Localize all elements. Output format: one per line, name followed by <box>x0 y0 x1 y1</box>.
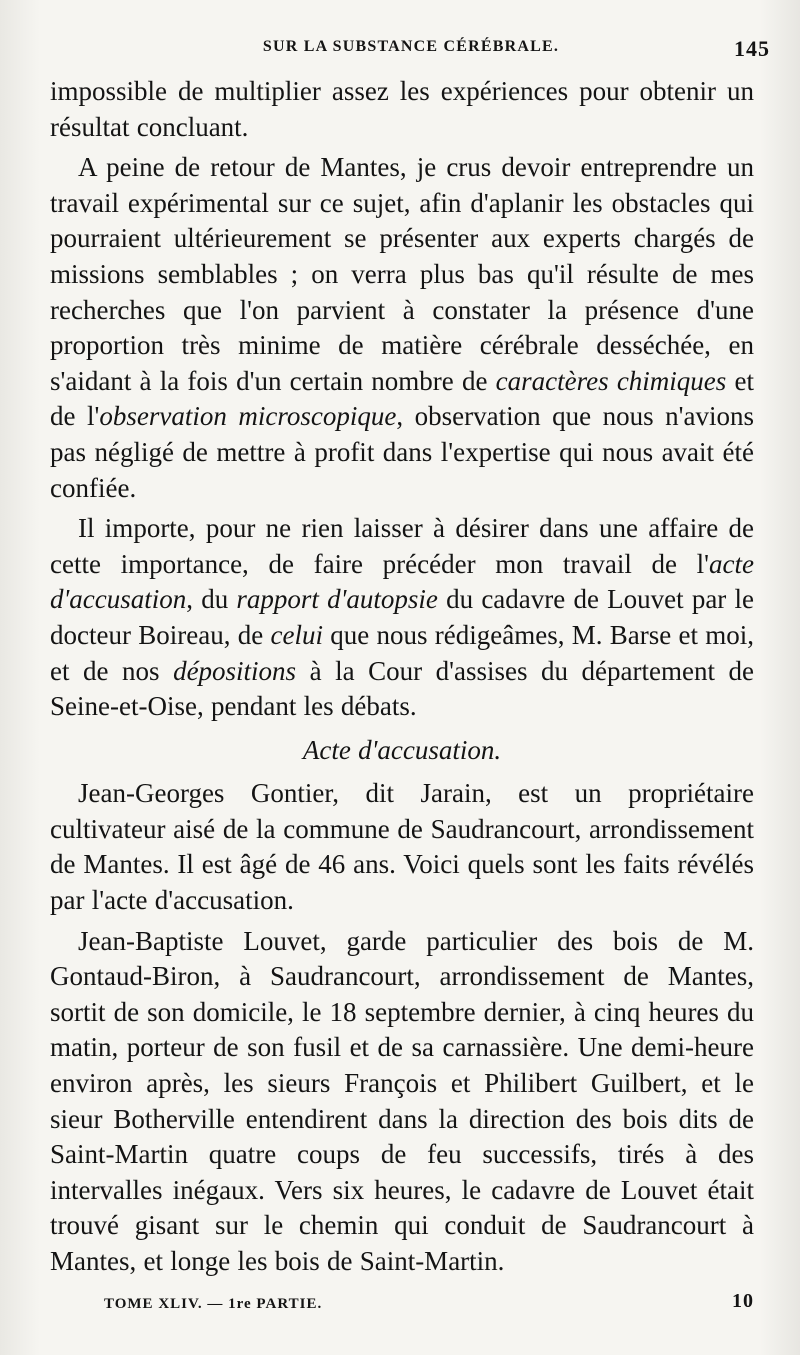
text-run: que nous rédigeâmes, M. Barse et moi, et de nos <box>50 619 754 686</box>
running-head: SUR LA SUBSTANCE CÉRÉBRALE. <box>262 38 560 55</box>
page-footer <box>104 1292 754 1318</box>
text-run: et de l' <box>50 365 754 432</box>
text-run: Il importe, pour ne rien laisser à désirer dans une affaire de cette importance, de faire précéder mon travail de l' <box>50 513 754 579</box>
page-header <box>52 38 770 68</box>
paragraph-continuation: impossible de multiplier assez les expériences pour obtenir un résultat concluant. <box>50 76 754 142</box>
italic-phrase: rapport d'autopsie <box>236 584 438 615</box>
paragraph-gontier: Jean-Georges Gontier, dit Jarain, est un propriétaire cultivateur aisé de la commune de Saudrancourt, arrondissement de Mantes. Il est âgé de 46 ans. Voici quels sont les faits révélés par l'acte d'accusation. <box>50 778 754 916</box>
text-run: , observation que nous n'avions pas négligé de mettre à profit dans l'expertise qui nous avait été confiée. <box>50 401 755 503</box>
italic-phrase: acte d'accusation <box>50 548 754 615</box>
sheet-number: 10 <box>732 1290 754 1312</box>
page-number: 145 <box>734 36 770 61</box>
paragraph-mantes <box>50 150 754 506</box>
paragraph-importance <box>50 511 754 725</box>
italic-phrase: celui <box>270 619 323 650</box>
paragraph-louvet: Jean-Baptiste Louvet, garde particulier des bois de M. Gontaud-Biron, à Saudrancourt, arrondissement de Mantes, sortit de son domicile, le 18 septembre dernier, à cinq heures du matin, porteur de son fusil et de sa carnassière. Une demi-heure environ après, les sieurs François et Philibert Guilbert, et le sieur Botherville entendirent dans la direction des bois dits de Saint-Martin quatre coups de feu successifs, tirés à des intervalles inégaux. Vers six heures, le cadavre de Louvet était trouvé gisant sur le chemin qui conduit de Saudrancourt à Mantes, et longe les bois de Saint-Martin. <box>50 925 754 1276</box>
signature-mark: TOME XLIV. — 1re PARTIE. <box>104 1296 323 1312</box>
italic-phrase: dépositions <box>173 655 297 686</box>
text-run: à la Cour d'assises du département de Seine-et-Oise, pendant les débats. <box>50 655 755 722</box>
page-body <box>50 74 754 1280</box>
text-run: A peine de retour de Mantes, je crus devoir entreprendre un travail expérimental sur ce sujet, afin d'aplanir les obstacles qui pourraient ultérieurement se présenter aux experts chargés de missions semblables ; on verra plus bas qu'il résulte de mes recherches que l'on parvient à constater la présence d'une proportion très minime de matière cérébrale desséchée, en s'aidant à la fois d'un certain nombre de <box>50 152 754 396</box>
section-title: Acte d'accusation. <box>302 734 502 765</box>
italic-phrase: caractères chimiques <box>495 365 727 396</box>
text-run: , du <box>186 584 237 615</box>
text-run: du cadavre de Louvet par le docteur Boireau, de <box>50 584 754 650</box>
italic-phrase: observation microscopique <box>99 401 397 432</box>
